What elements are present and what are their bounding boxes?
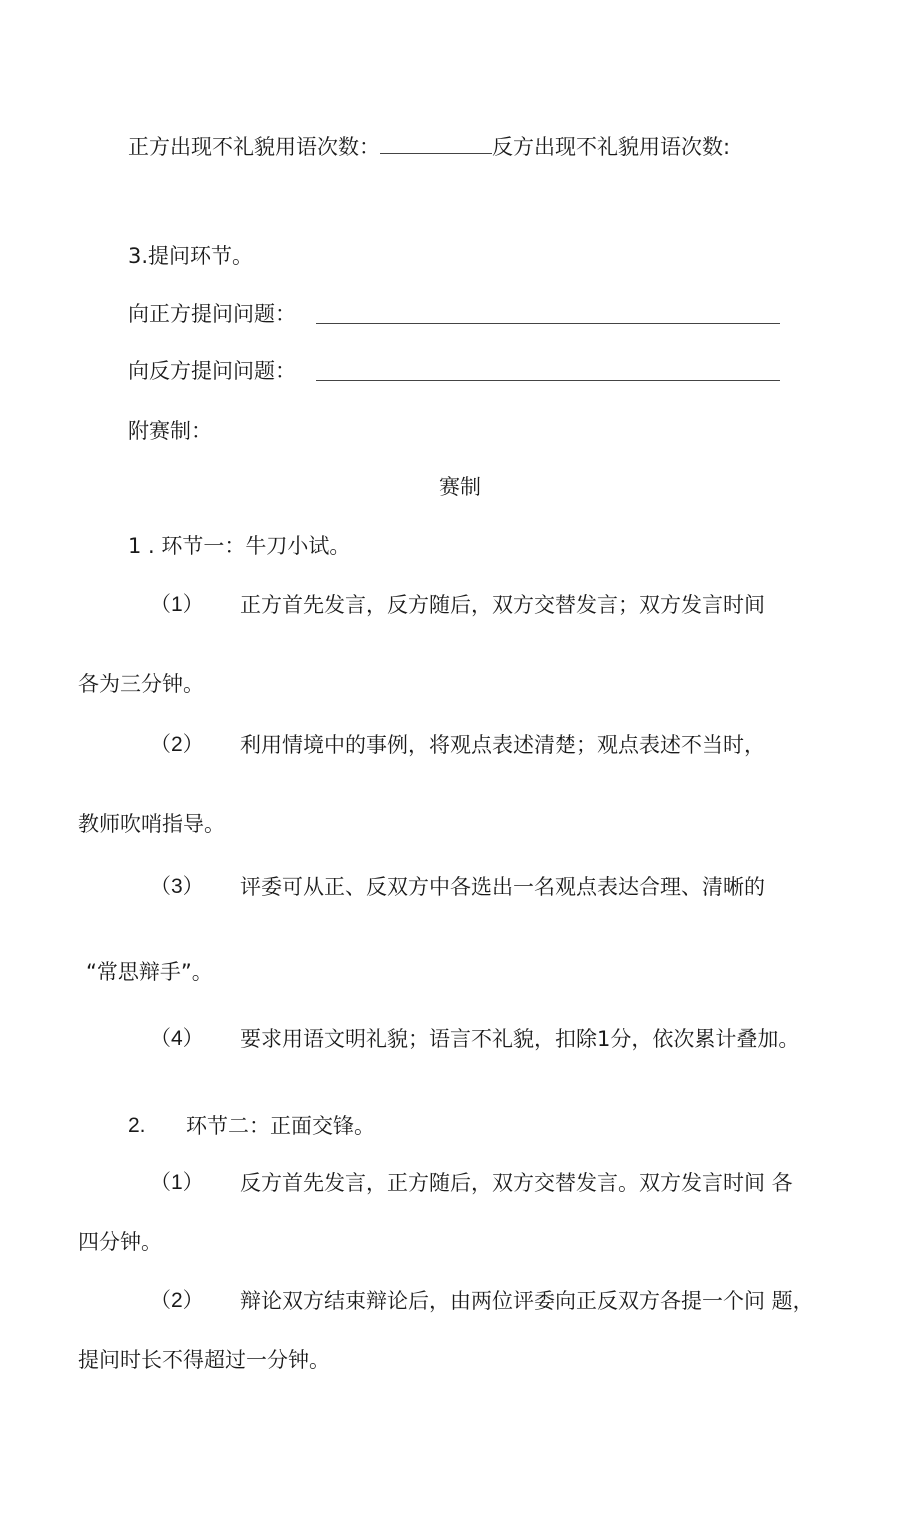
- question-con-blank[interactable]: [316, 360, 780, 381]
- round1-item1-number: （1）: [150, 593, 204, 616]
- pro-impolite-count-label: 正方出现不礼貌用语次数：: [128, 135, 380, 159]
- round1-item2-text: 利用情境中的事例，将观点表述清楚；观点表述不当时，: [240, 733, 765, 757]
- round2-item2-text: 辩论双方结束辩论后，由两位评委向正反双方各提一个问 题，: [240, 1289, 814, 1313]
- round1-item2-continuation: 教师吹哨指导。: [78, 812, 225, 836]
- round2-item1-continuation: 四分钟。: [78, 1230, 162, 1254]
- round1-item4-text: 要求用语文明礼貌；语言不礼貌，扣除1分，依次累计叠加。: [240, 1027, 800, 1051]
- appendix-label: 附赛制：: [128, 419, 212, 443]
- tally-row: [128, 133, 730, 161]
- question-pro-label: 向正方提问问题：: [128, 302, 296, 326]
- question-con-row: [128, 357, 296, 385]
- round2-item2-number: （2）: [150, 1289, 204, 1312]
- round1-item4-number: （4）: [150, 1027, 204, 1050]
- con-impolite-count-label: 反方出现不礼貌用语次数:: [492, 135, 731, 159]
- round2-item1-number: （1）: [150, 1171, 204, 1194]
- round1-item1-text: 正方首先发言，反方随后，双方交替发言；双方发言时间: [240, 593, 765, 617]
- round2-item1-text: 反方首先发言，正方随后，双方交替发言。双方发言时间 各: [240, 1171, 793, 1195]
- question-pro-row: [128, 300, 296, 328]
- question-pro-blank[interactable]: [316, 303, 780, 324]
- round1-item1-continuation: 各为三分钟。: [78, 672, 204, 696]
- round1-heading: 1 . 环节一：牛刀小试。: [128, 534, 351, 558]
- round1-item3-continuation: “常思辩手”。: [86, 960, 213, 984]
- round2-number: 2.: [128, 1114, 146, 1137]
- pro-impolite-count-blank[interactable]: [380, 133, 492, 154]
- round1-item3-number: （3）: [150, 875, 204, 898]
- round1-item3-text: 评委可从正、反双方中各选出一名观点表达合理、清晰的: [240, 875, 765, 899]
- question-con-label: 向反方提问问题：: [128, 359, 296, 383]
- round2-item2-continuation: 提问时长不得超过一分钟。: [78, 1348, 330, 1372]
- round1-item2-number: （2）: [150, 733, 204, 756]
- section3-heading: 3.提问环节。: [128, 244, 254, 268]
- rules-title: 赛制: [439, 475, 481, 499]
- round2-heading: 环节二：正面交锋。: [186, 1114, 375, 1138]
